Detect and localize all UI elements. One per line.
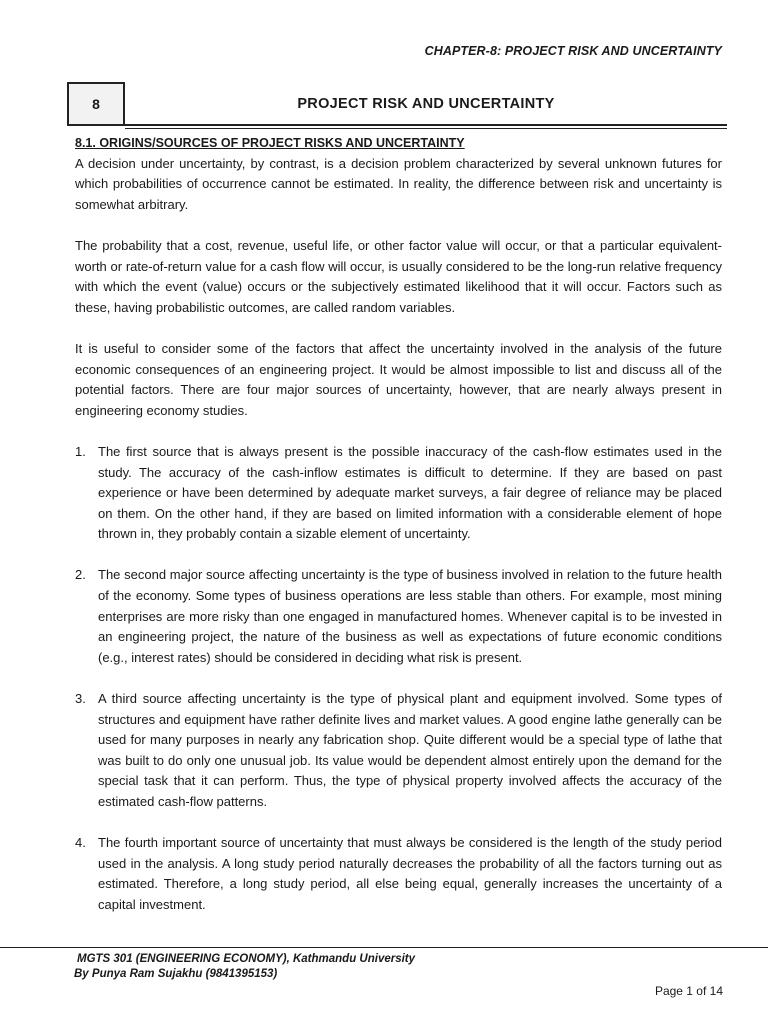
paragraph: A decision under uncertainty, by contrast, is a decision problem characterized by several unknown futures for which probabilities of occurrence cannot be estimated. In reality, the difference between risk and uncertainty is somewhat arbitrary.	[75, 155, 722, 212]
chapter-title-rule	[125, 124, 727, 129]
chapter-number: 8	[67, 82, 125, 126]
paragraph: It is useful to consider some of the factors that affect the uncertainty involved in the analysis of the future economic consequences of an engineering project. It would be almost impossible to list and discuss all of the potential factors. There are four major sources of uncertainty, however, that are nearly always present in engineering economy studies.	[75, 340, 722, 418]
list-item	[75, 565, 722, 668]
footer-divider	[0, 947, 768, 948]
chapter-banner	[67, 82, 727, 128]
document-body	[75, 133, 722, 936]
list-item-text: A third source affecting uncertainty is the type of physical plant and equipment involved. Some types of structures and equipment have rather definite lives and market values. A good engine lathe generally can be used for many purposes in nearly any fabrication shop. Quite different would be a special type of lathe that was built to do only one unusual job. Its value would be dependent almost entirely upon the demand for the special task that it can perform. Thus, the type of physical property involved affects the accuracy of the estimated cash-flow patterns.	[98, 691, 722, 809]
running-header: CHAPTER-8: PROJECT RISK AND UNCERTAINTY	[424, 44, 722, 58]
uncertainty-sources-list	[75, 442, 722, 916]
paragraph: The probability that a cost, revenue, useful life, or other factor value will occur, or that a particular equivalent-worth or rate-of-return value for a cash flow will occur, is usually considered to be the long-run relative frequency with which the event (value) occurs or the subjectively estimated likelihood that it will occur. Factors such as these, having probabilistic outcomes, are called random variables.	[75, 237, 722, 315]
page-number: Page 1 of 14	[654, 984, 723, 998]
section-heading: 8.1. ORIGINS/SOURCES OF PROJECT RISKS AND UNCERTAINTY	[75, 136, 465, 150]
list-item-number: 3.	[75, 691, 86, 707]
footer-author: By Punya Ram Sujakhu (9841395153)	[74, 968, 278, 980]
list-item-text: The fourth important source of uncertainty that must always be considered is the length of the study period used in the analysis. A long study period naturally decreases the probability of all the factors turning out as estimated. Therefore, a long study period, all else being equal, generally increases the uncertainty of a capital investment.	[98, 835, 722, 912]
list-item	[75, 442, 722, 545]
list-item-number: 1.	[75, 443, 86, 459]
list-item-text: The second major source affecting uncertainty is the type of business involved in relation to the future health of the economy. Some types of business operations are less stable than others. For example, most mining enterprises are more risky than one engaged in manufactured homes. Whenever capital is to be invested in an engineering project, the nature of the business as well as expectations of future economic conditions (e.g., interest rates) should be considered in deciding what risk is present.	[98, 567, 722, 665]
list-item-number: 4.	[75, 835, 86, 851]
list-item-number: 2.	[75, 567, 86, 583]
list-item-text: The first source that is always present is the possible inaccuracy of the cash-flow estimates used in the study. The accuracy of the cash-inflow estimates is difficult to determine. If they are based on past experience or have been determined by adequate market surveys, a fair degree of reliance may be placed on them. On the other hand, if they are based on limited information with a considerable element of hope thrown in, they probably contain a sizable element of uncertainty.	[98, 443, 722, 542]
list-item	[75, 689, 722, 813]
footer-course: MGTS 301 (ENGINEERING ECONOMY), Kathmandu University	[77, 953, 416, 965]
chapter-title: PROJECT RISK AND UNCERTAINTY	[297, 96, 555, 112]
list-item	[75, 833, 722, 915]
